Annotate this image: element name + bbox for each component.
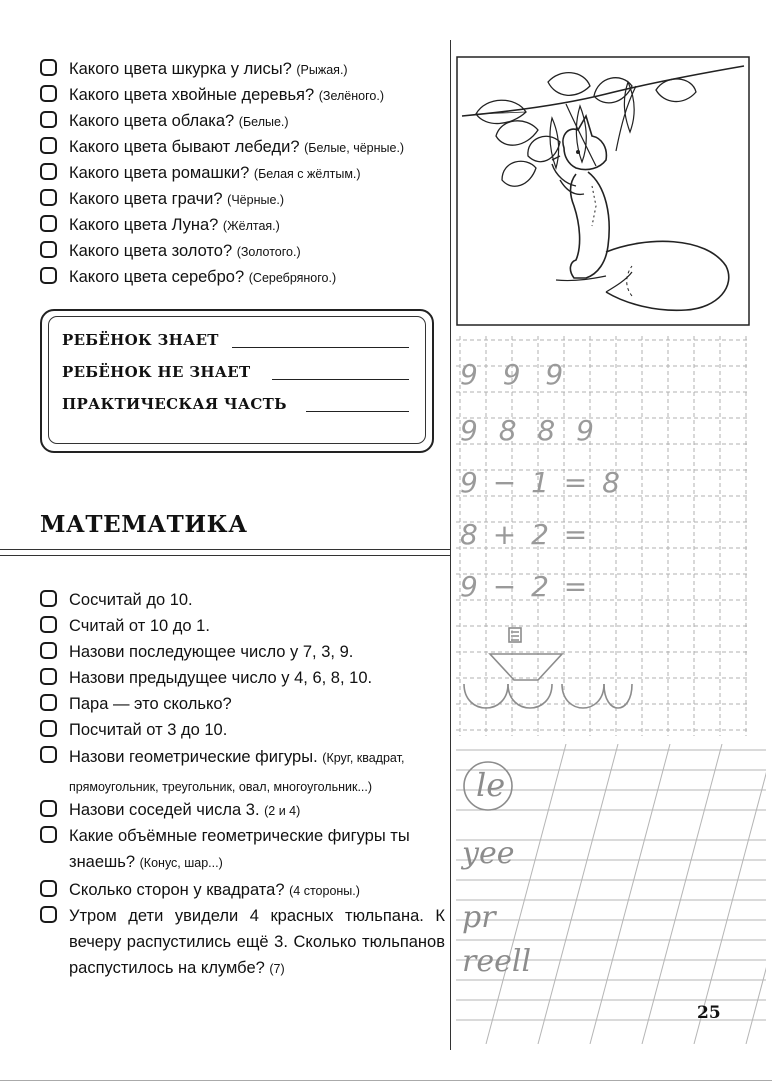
question-item xyxy=(40,186,445,213)
checkbox[interactable] xyxy=(40,59,57,76)
question-item xyxy=(40,160,445,187)
answer-text: (Белые.) xyxy=(238,115,289,129)
question-text: Пара — это сколько? xyxy=(69,695,232,713)
number-row-5: 9 − 2 = xyxy=(460,570,591,603)
child-knows-line[interactable] xyxy=(232,347,409,348)
shape-pattern xyxy=(462,626,662,726)
section-divider xyxy=(0,549,450,550)
checkbox[interactable] xyxy=(40,746,57,763)
question-item xyxy=(40,797,445,824)
checkbox[interactable] xyxy=(40,616,57,633)
answer-text: (4 стороны.) xyxy=(289,884,360,898)
checkbox[interactable] xyxy=(40,85,57,102)
answer-text: (Белая с жёлтым.) xyxy=(253,167,361,181)
checkbox[interactable] xyxy=(40,163,57,180)
question-item xyxy=(40,108,445,135)
cursive-row-1: le xyxy=(476,766,506,804)
child-not-knows-label: РЕБЁНОК НЕ ЗНАЕТ xyxy=(62,363,251,381)
question-item xyxy=(40,134,445,161)
page-bottom-edge xyxy=(0,1080,772,1081)
question-item xyxy=(40,212,445,239)
checkbox[interactable] xyxy=(40,137,57,154)
question-item xyxy=(40,56,445,83)
question-item xyxy=(40,639,445,665)
checkbox[interactable] xyxy=(40,694,57,711)
question-item xyxy=(40,82,445,109)
question-text: Назови последующее число у 7, 3, 9. xyxy=(69,643,354,661)
checkbox[interactable] xyxy=(40,241,57,258)
fox-on-birch-branch-icon xyxy=(456,56,750,326)
checkbox[interactable] xyxy=(40,720,57,737)
question-item xyxy=(40,877,445,904)
child-not-knows-line[interactable] xyxy=(272,379,409,380)
number-row-4: 8 + 2 = xyxy=(460,518,591,551)
question-text: Назови геометрические фигуры. xyxy=(69,748,318,766)
question-text: Какого цвета хвойные деревья? xyxy=(69,86,315,104)
child-knows-label: РЕБЁНОК ЗНАЕТ xyxy=(62,331,219,349)
question-item xyxy=(40,587,445,613)
question-text: Какого цвета грачи? xyxy=(69,190,223,208)
answer-text: (Конус, шар...) xyxy=(139,856,223,870)
answer-text: (Серебряного.) xyxy=(248,271,337,285)
section-title-math: МАТЕМАТИКА xyxy=(40,511,248,538)
question-item xyxy=(40,717,445,743)
question-item xyxy=(40,238,445,265)
cursive-row-2: yee xyxy=(462,836,515,871)
question-item xyxy=(40,264,445,291)
question-text: Сколько сторон у квадрата? xyxy=(69,881,285,899)
number-row-3: 9 − 1 = 8 xyxy=(460,466,623,499)
checkbox[interactable] xyxy=(40,111,57,128)
question-text: Считай от 10 до 1. xyxy=(69,617,210,635)
question-text: Какого цвета бывают лебеди? xyxy=(69,138,300,156)
question-item xyxy=(40,613,445,639)
answer-text: (Круг, квадрат, прямоугольник, треугольник, овал, многоугольник...) xyxy=(69,751,405,794)
question-text: Какого цвета Луна? xyxy=(69,216,219,234)
question-item xyxy=(40,823,445,876)
column-divider xyxy=(450,40,451,1050)
question-text: Какого цвета ромашки? xyxy=(69,164,250,182)
question-text: Сосчитай до 10. xyxy=(69,591,193,609)
checkbox[interactable] xyxy=(40,590,57,607)
number-row-2: 9 8 8 9 xyxy=(460,414,600,447)
answer-text: (2 и 4) xyxy=(264,804,301,818)
checkbox[interactable] xyxy=(40,642,57,659)
answer-text: (Зелёного.) xyxy=(318,89,384,103)
answer-text: (Чёрные.) xyxy=(227,193,285,207)
question-item xyxy=(40,665,445,691)
answer-text: (Золотого.) xyxy=(236,245,301,259)
cursive-rows xyxy=(456,744,766,1044)
practical-part-label: ПРАКТИЧЕСКАЯ ЧАСТЬ xyxy=(62,395,287,413)
question-text: Посчитай от 3 до 10. xyxy=(69,721,228,739)
page-number: 25 xyxy=(697,1003,721,1023)
question-text: Назови соседей числа 3. xyxy=(69,801,260,819)
practical-part-line[interactable] xyxy=(306,411,409,412)
answer-text: (Белые, чёрные.) xyxy=(304,141,405,155)
question-text: Какие объёмные геометрические фигуры ты знаешь? xyxy=(69,827,410,871)
question-text: Назови предыдущее число у 4, 6, 8, 10. xyxy=(69,669,373,687)
question-text: Какого цвета серебро? xyxy=(69,268,245,286)
question-item xyxy=(40,903,445,982)
checkbox[interactable] xyxy=(40,880,57,897)
checkbox[interactable] xyxy=(40,215,57,232)
section-divider-2 xyxy=(0,555,450,556)
question-item xyxy=(40,743,445,801)
question-text: Утром дети увидели 4 красных тюльпана. К вечеру распустились ещё 3. Сколько тюльпанов распустилось на клумбе? xyxy=(69,907,445,977)
question-text: Какого цвета шкурка у лисы? xyxy=(69,60,292,78)
checkbox[interactable] xyxy=(40,906,57,923)
answer-text: (Жёлтая.) xyxy=(222,219,280,233)
question-item xyxy=(40,691,445,717)
answer-text: (7) xyxy=(269,962,285,976)
cursive-row-4: reell xyxy=(462,944,532,979)
question-text: Какого цвета облака? xyxy=(69,112,235,130)
checkbox[interactable] xyxy=(40,800,57,817)
checkbox[interactable] xyxy=(40,668,57,685)
checkbox[interactable] xyxy=(40,189,57,206)
question-text: Какого цвета золото? xyxy=(69,242,233,260)
answer-text: (Рыжая.) xyxy=(296,63,348,77)
number-row-1: 9 9 9 xyxy=(460,358,572,391)
cursive-row-3: pr xyxy=(462,900,496,935)
checkbox[interactable] xyxy=(40,826,57,843)
checkbox[interactable] xyxy=(40,267,57,284)
